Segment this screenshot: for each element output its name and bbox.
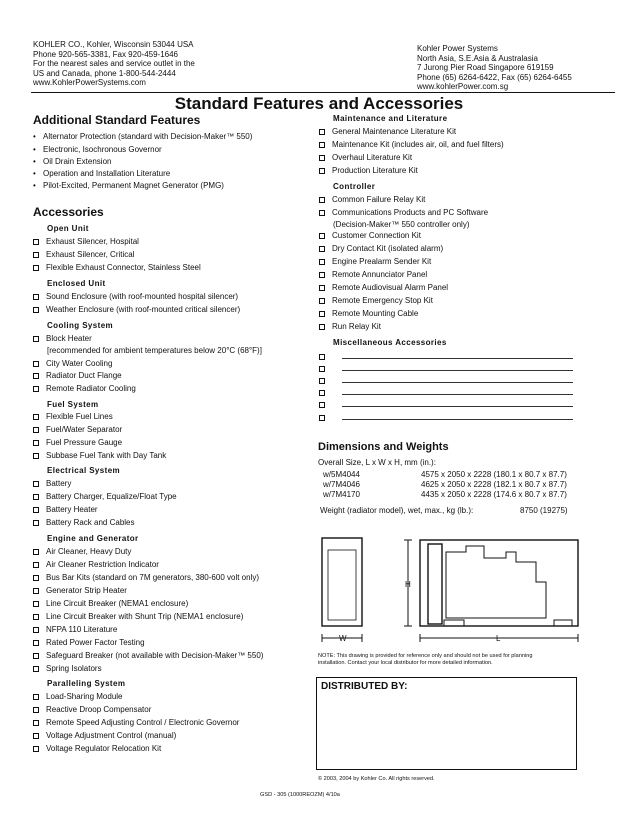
additional-item: • Alternator Protection (standard with Decision-Maker™ 550) <box>33 132 253 141</box>
model-name: w/5M4044 <box>323 470 360 479</box>
checklist-item: Voltage Regulator Relocation Kit <box>33 744 161 754</box>
header-left-line: For the nearest sales and service outlet in the <box>33 59 195 69</box>
checklist-item: Weather Enclosure (with roof-mounted critical silencer) <box>33 305 240 315</box>
checkbox-icon <box>33 601 39 607</box>
header-left <box>33 40 195 88</box>
end-view-panel <box>328 550 356 620</box>
header-left-line: KOHLER CO., Kohler, Wisconsin 53044 USA <box>33 40 194 49</box>
checklist-item: Common Failure Relay Kit <box>319 195 425 205</box>
header-right-line: 7 Jurong Pier Road Singapore 619159 <box>417 63 554 73</box>
blank-line <box>342 370 573 371</box>
checklist-item: Remote Emergency Stop Kit <box>319 296 433 306</box>
additional-item: • Pilot-Excited, Permanent Magnet Generator (PMG) <box>33 181 224 190</box>
checkbox-icon <box>33 414 39 420</box>
checklist-item: Exhaust Silencer, Critical <box>33 250 134 260</box>
checkbox-icon <box>33 252 39 258</box>
header-right <box>417 44 572 92</box>
checkbox-icon <box>319 285 325 291</box>
checkbox-icon <box>33 494 39 500</box>
blank-checklist-item <box>319 376 332 386</box>
group-title-open-unit: Open Unit <box>47 224 89 233</box>
checklist-item: Safeguard Breaker (not available with Decision-Maker™ 550) <box>33 651 263 661</box>
checkbox-icon <box>319 233 325 239</box>
checklist-item: Bus Bar Kits (standard on 7M generators, 380-600 volt only) <box>33 573 259 583</box>
checkbox-icon <box>319 142 325 148</box>
checkbox-icon <box>319 402 325 408</box>
checkbox-icon <box>33 694 39 700</box>
bullet-icon: • <box>33 132 36 141</box>
drawing-note-line: NOTE: This drawing is provided for reference only and should not be used for planning <box>318 653 533 659</box>
checklist-item: Customer Connection Kit <box>319 231 421 241</box>
dim-label-l: L <box>496 634 501 643</box>
dim-label-w: W <box>339 634 347 643</box>
checklist-item: Radiator Duct Flange <box>33 371 122 381</box>
distributed-by-box <box>316 677 577 770</box>
blank-line <box>342 358 573 359</box>
blank-checklist-item <box>319 413 332 423</box>
additional-heading: Additional Standard Features <box>33 113 201 127</box>
engine-outline <box>446 546 546 618</box>
copyright: © 2003, 2004 by Kohler Co. All rights reserved. <box>318 776 435 782</box>
checkbox-icon <box>33 520 39 526</box>
blank-line <box>342 394 573 395</box>
checkbox-icon <box>319 390 325 396</box>
checkbox-icon <box>319 378 325 384</box>
checklist-item: Subbase Fuel Tank with Day Tank <box>33 451 166 461</box>
checklist-item: Remote Mounting Cable <box>319 309 418 319</box>
distributed-by-label: DISTRIBUTED BY: <box>321 681 408 692</box>
model-size: 4575 x 2050 x 2228 (180.1 x 80.7 x 87.7) <box>421 470 567 479</box>
checklist-item: Line Circuit Breaker (NEMA1 enclosure) <box>33 599 188 609</box>
blank-checklist-item <box>319 388 332 398</box>
skid-block-right <box>554 620 572 626</box>
checkbox-icon <box>33 720 39 726</box>
checkbox-icon <box>33 373 39 379</box>
weight-value: 8750 (19275) <box>520 506 568 515</box>
checklist-item: Remote Speed Adjusting Control / Electronic Governor <box>33 718 239 728</box>
accessories-heading: Accessories <box>33 205 104 219</box>
checklist-item: Dry Contact Kit (isolated alarm) <box>319 244 443 254</box>
bullet-icon: • <box>33 169 36 178</box>
checklist-item: Production Literature Kit <box>319 166 418 176</box>
checkbox-icon <box>33 294 39 300</box>
checklist-item: Overhaul Literature Kit <box>319 153 412 163</box>
document-number: GSD - 305 (1000REOZM) 4/10a <box>260 792 340 798</box>
dimensions-heading: Dimensions and Weights <box>318 441 449 453</box>
checklist-item: NFPA 110 Literature <box>33 625 117 635</box>
group-title-cooling-system: Cooling System <box>47 321 114 330</box>
model-name: w/7M4046 <box>323 480 360 489</box>
checkbox-icon <box>33 549 39 555</box>
blank-line <box>342 406 573 407</box>
side-view-outline <box>420 540 578 626</box>
checklist-item: Fuel Pressure Gauge <box>33 438 122 448</box>
checklist-item: Load-Sharing Module <box>33 692 123 702</box>
additional-item: • Oil Drain Extension <box>33 157 112 166</box>
group-title-engine-generator: Engine and Generator <box>47 534 139 543</box>
model-size: 4435 x 2050 x 2228 (174.6 x 80.7 x 87.7) <box>421 490 567 499</box>
checkbox-icon <box>319 155 325 161</box>
bullet-icon: • <box>33 145 36 154</box>
page-title: Standard Features and Accessories <box>174 94 464 113</box>
checklist-item: Engine Prealarm Sender Kit <box>319 257 431 267</box>
checklist-item: Battery Rack and Cables <box>33 518 135 528</box>
checkbox-icon <box>319 298 325 304</box>
checklist-item: Spring Isolators <box>33 664 102 674</box>
checkbox-icon <box>33 307 39 313</box>
checkbox-icon <box>33 653 39 659</box>
checkbox-icon <box>319 415 325 421</box>
checklist-item: Block Heater <box>33 334 92 344</box>
checkbox-icon <box>33 386 39 392</box>
checkbox-icon <box>33 361 39 367</box>
blank-line <box>342 382 573 383</box>
header-right-line: North Asia, S.E.Asia & Australasia <box>417 53 538 63</box>
header-rule <box>31 92 615 93</box>
group-title-electrical-system: Electrical System <box>47 466 121 475</box>
checklist-item: Rated Power Factor Testing <box>33 638 145 648</box>
checkbox-icon <box>319 129 325 135</box>
checkbox-icon <box>319 354 325 360</box>
header-right-line: Kohler Power Systems <box>417 44 498 53</box>
group-title-paralleling-system: Paralleling System <box>47 679 126 688</box>
model-size: 4625 x 2050 x 2228 (182.1 x 80.7 x 87.7) <box>421 480 567 489</box>
group-title-maintenance: Maintenance and Literature <box>333 114 448 123</box>
checkbox-icon <box>33 239 39 245</box>
checklist-item: Fuel/Water Separator <box>33 425 122 435</box>
checkbox-icon <box>319 168 325 174</box>
checkbox-icon <box>33 746 39 752</box>
checkbox-icon <box>33 427 39 433</box>
header-left-line: US and Canada, phone 1-800-544-2444 <box>33 68 176 78</box>
checklist-item: Battery Heater <box>33 505 98 515</box>
header-right-line: www.kohlerPower.com.sg <box>417 82 509 92</box>
group-title-controller: Controller <box>333 182 376 191</box>
checkbox-icon <box>319 259 325 265</box>
checkbox-icon <box>33 666 39 672</box>
skid-block-left <box>444 620 464 626</box>
checkbox-icon <box>319 324 325 330</box>
checklist-item: Communications Products and PC Software <box>319 208 488 218</box>
radiator-outline <box>428 544 442 624</box>
checkbox-icon <box>319 366 325 372</box>
checkbox-icon <box>33 627 39 633</box>
header-left-line: www.KohlerPowerSystems.com <box>33 78 146 88</box>
checkbox-icon <box>33 575 39 581</box>
checklist-item: Remote Radiator Cooling <box>33 384 136 394</box>
checkbox-icon <box>33 265 39 271</box>
checklist-item: Remote Audiovisual Alarm Panel <box>319 283 448 293</box>
checklist-item: City Water Cooling <box>33 359 112 369</box>
header-left-line: Phone 920-565-3381, Fax 920-459-1646 <box>33 49 178 59</box>
checkbox-icon <box>33 588 39 594</box>
model-name: w/7M4170 <box>323 490 360 499</box>
header-right-line: Phone (65) 6264-6422, Fax (65) 6264-6455 <box>417 72 572 82</box>
bullet-icon: • <box>33 181 36 190</box>
checkbox-icon <box>33 640 39 646</box>
weight-label: Weight (radiator model), wet, max., kg (lb.): <box>320 506 474 515</box>
checklist-item: Remote Annunciator Panel <box>319 270 427 280</box>
group-title-miscellaneous: Miscellaneous Accessories <box>333 338 447 347</box>
checklist-item: Exhaust Silencer, Hospital <box>33 237 139 247</box>
blank-checklist-item <box>319 400 332 410</box>
checkbox-icon <box>33 707 39 713</box>
checklist-note: [recommended for ambient temperatures below 20°C (68°F)] <box>47 346 262 355</box>
blank-checklist-item <box>319 352 332 362</box>
checklist-item: Line Circuit Breaker with Shunt Trip (NEMA1 enclosure) <box>33 612 243 622</box>
checklist-item: Reactive Droop Compensator <box>33 705 151 715</box>
dim-label-h: H <box>405 580 411 589</box>
checkbox-icon <box>33 507 39 513</box>
checkbox-icon <box>33 481 39 487</box>
checklist-note: (Decision-Maker™ 550 controller only) <box>333 220 470 229</box>
group-title-enclosed-unit: Enclosed Unit <box>47 279 106 288</box>
checkbox-icon <box>33 336 39 342</box>
checkbox-icon <box>33 614 39 620</box>
generator-drawing <box>316 532 586 648</box>
checkbox-icon <box>319 197 325 203</box>
checkbox-icon <box>33 440 39 446</box>
checklist-item: Run Relay Kit <box>319 322 381 332</box>
checklist-item: Sound Enclosure (with roof-mounted hospital silencer) <box>33 292 238 302</box>
blank-checklist-item <box>319 364 332 374</box>
checklist-item: Battery Charger, Equalize/Float Type <box>33 492 177 502</box>
checklist-item: Battery <box>33 479 71 489</box>
checkbox-icon <box>319 272 325 278</box>
checklist-item: Air Cleaner, Heavy Duty <box>33 547 131 557</box>
checklist-item: Generator Strip Heater <box>33 586 127 596</box>
checklist-item: Flexible Fuel Lines <box>33 412 113 422</box>
checklist-item: Flexible Exhaust Connector, Stainless Steel <box>33 263 201 273</box>
checkbox-icon <box>319 311 325 317</box>
additional-item: • Operation and Installation Literature <box>33 169 171 178</box>
checkbox-icon <box>33 733 39 739</box>
checkbox-icon <box>33 453 39 459</box>
checkbox-icon <box>319 210 325 216</box>
blank-line <box>342 419 573 420</box>
checklist-item: Air Cleaner Restriction Indicator <box>33 560 159 570</box>
checklist-item: Voltage Adjustment Control (manual) <box>33 731 176 741</box>
bullet-icon: • <box>33 157 36 166</box>
checkbox-icon <box>33 562 39 568</box>
drawing-note-line: installation. Contact your local distributor for more detailed information. <box>318 660 493 666</box>
additional-item: • Electronic, Isochronous Governor <box>33 145 162 154</box>
checklist-item: Maintenance Kit (includes air, oil, and fuel filters) <box>319 140 504 150</box>
checklist-item: General Maintenance Literature Kit <box>319 127 456 137</box>
dimensions-overall: Overall Size, L x W x H, mm (in.): <box>318 458 436 467</box>
checkbox-icon <box>319 246 325 252</box>
group-title-fuel-system: Fuel System <box>47 400 99 409</box>
